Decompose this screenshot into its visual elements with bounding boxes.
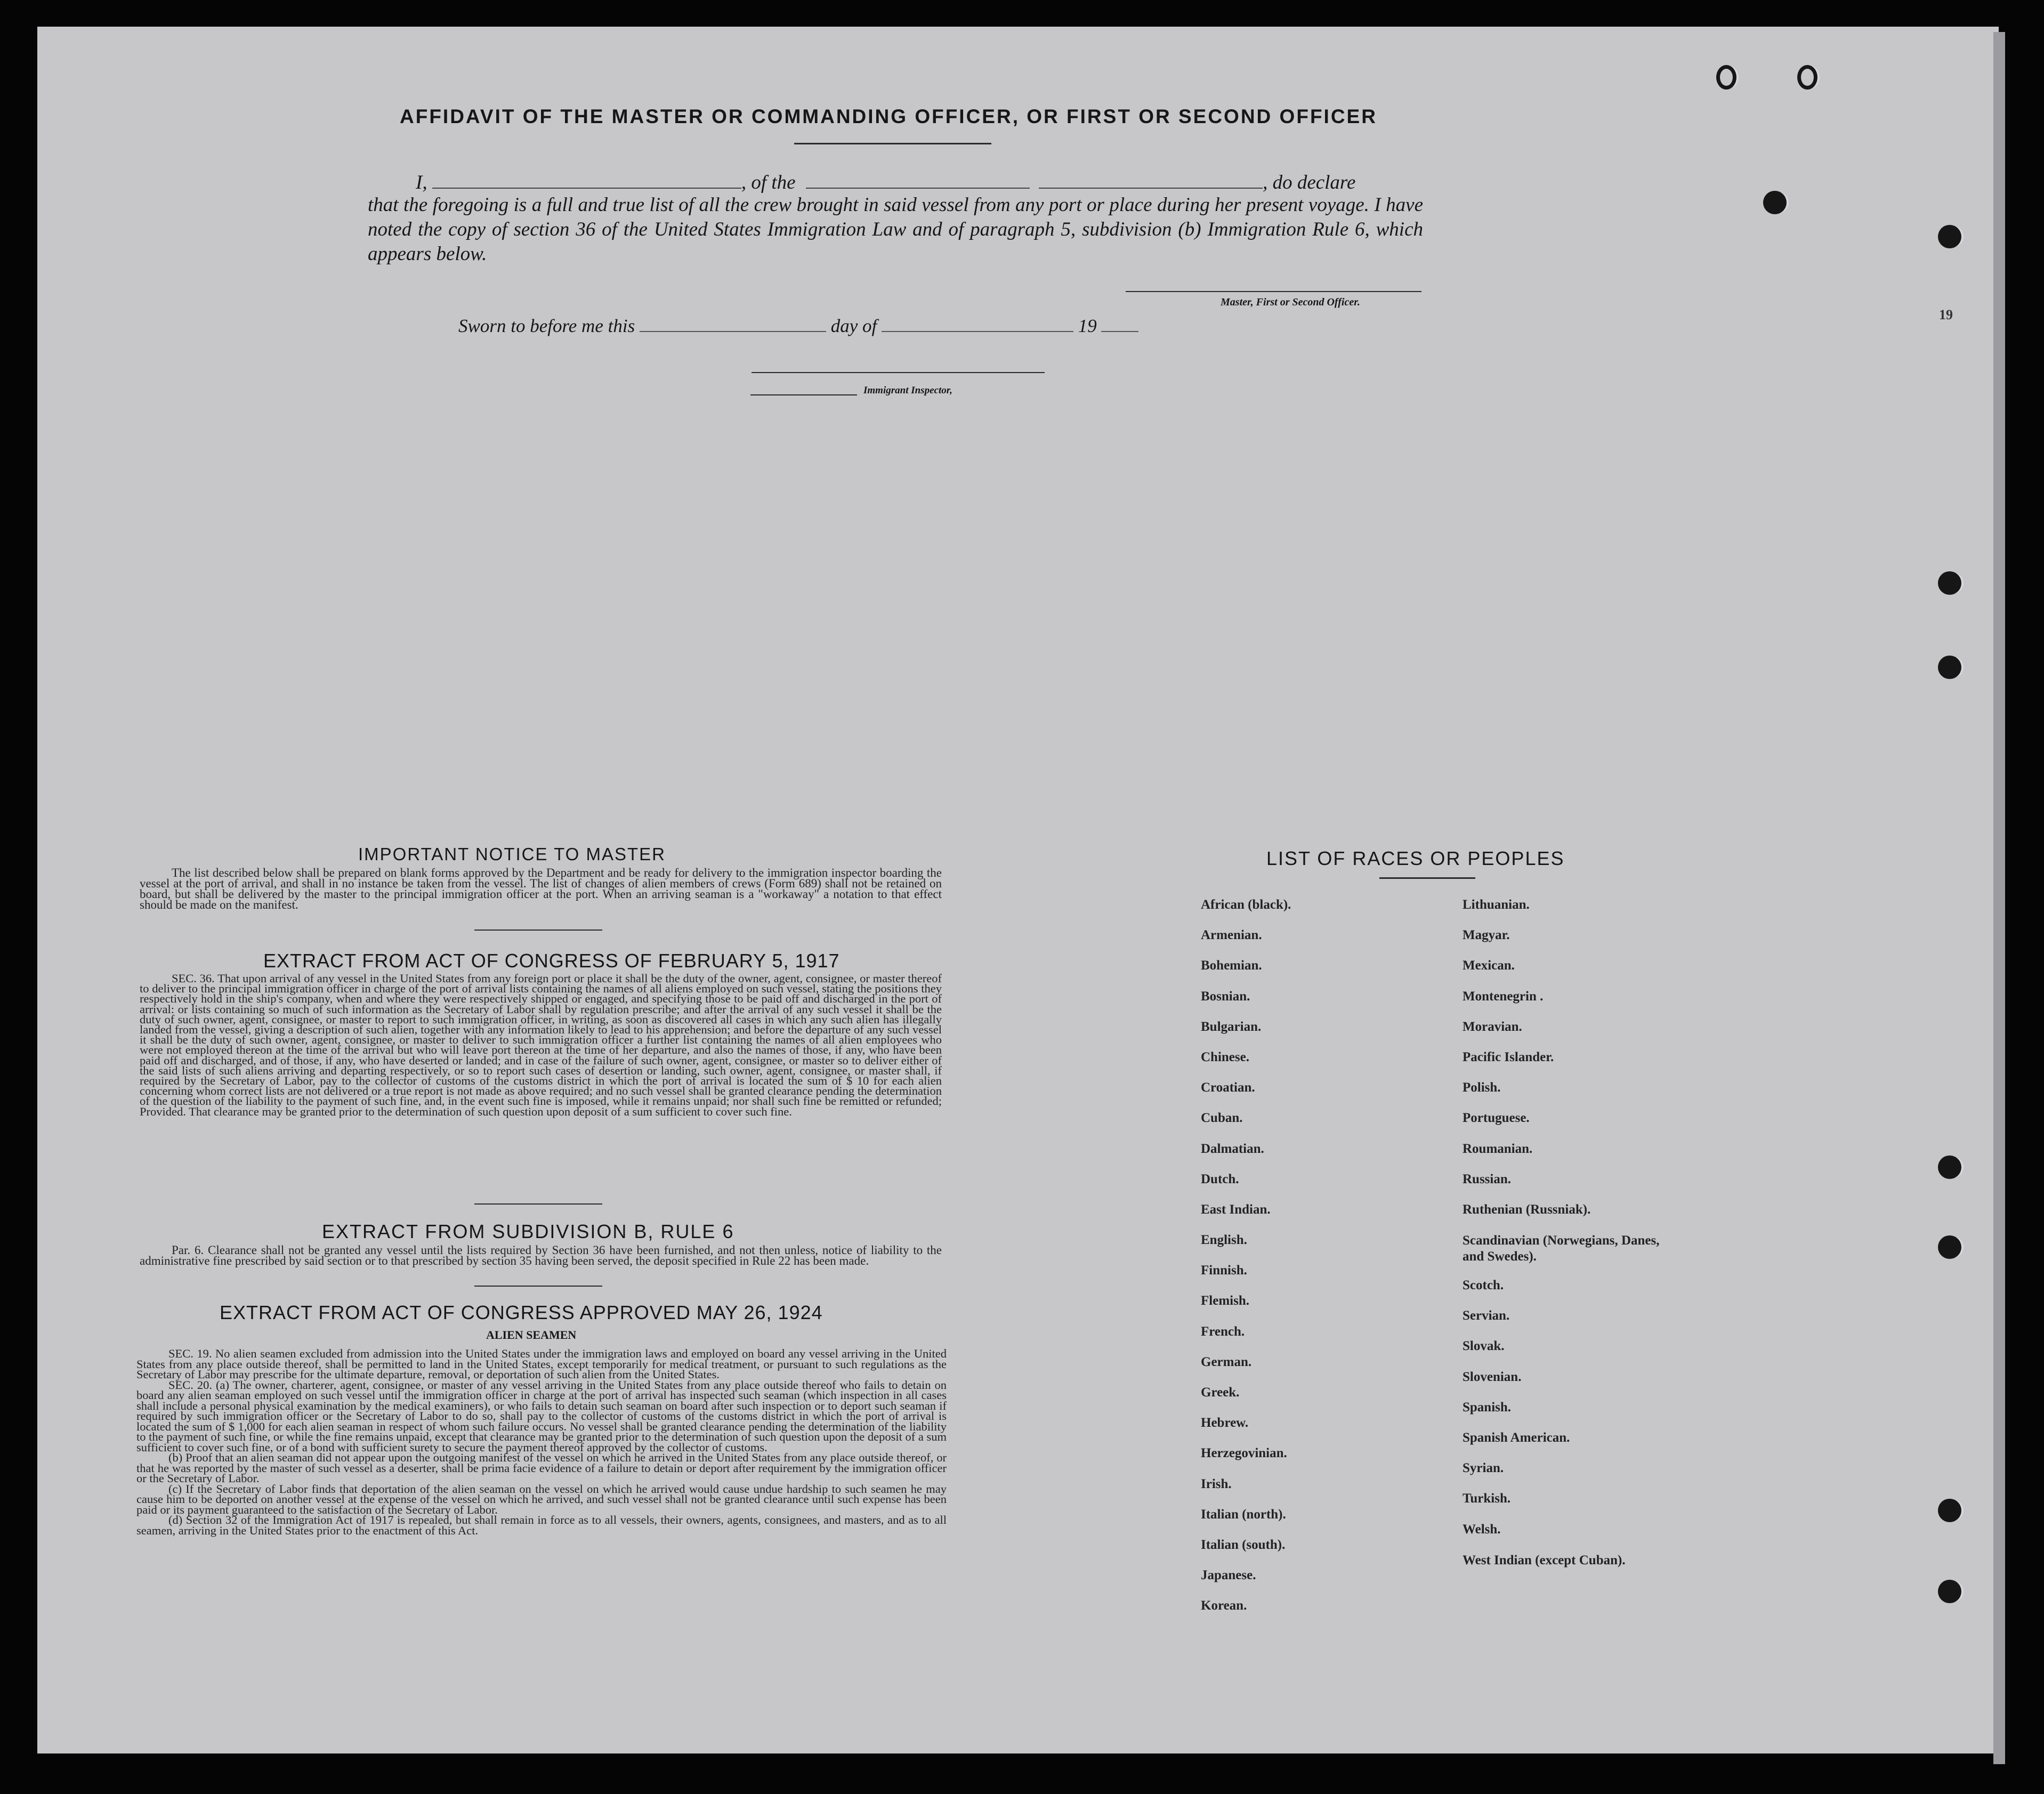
sworn-month-blank[interactable] (882, 317, 1073, 332)
race-item: Slovenian. (1463, 1369, 1522, 1384)
race-item: Flemish. (1201, 1294, 1249, 1308)
race-item: Lithuanian. (1463, 898, 1530, 912)
races-list-left (1201, 898, 1291, 1629)
notice-title: IMPORTANT NOTICE TO MASTER (358, 844, 666, 864)
race-item: African (black). (1201, 898, 1291, 912)
sworn-day-blank[interactable] (640, 317, 826, 332)
binder-hole-icon (1938, 1580, 1961, 1603)
race-item: Magyar. (1463, 928, 1510, 943)
sec-20b-paragraph: (b) Proof that an alien seaman did not appear upon the outgoing manifest of the vessel on which he arrived in the United States from any place outside thereof, or that he was reported by the master of such vessel as a deserter, shall be prima facie evidence of a failure to detain or deport after requirement by the immigration officer or the Secretary of Labor. (136, 1451, 947, 1485)
race-item: Ruthenian (Russniak). (1463, 1202, 1591, 1217)
race-item: Scotch. (1463, 1278, 1504, 1293)
race-item: Greek. (1201, 1385, 1240, 1400)
vessel-blank-2[interactable] (1039, 172, 1263, 189)
race-item: Dutch. (1201, 1171, 1239, 1186)
race-item: Croatian. (1201, 1080, 1255, 1095)
race-item: Armenian. (1201, 928, 1262, 943)
race-item: Dalmatian. (1201, 1141, 1264, 1156)
sworn-year: 19 (1078, 316, 1097, 336)
race-item: Moravian. (1463, 1019, 1522, 1034)
inspector-line-1[interactable] (752, 372, 1045, 373)
races-title: LIST OF RACES OR PEOPLES (1266, 847, 1565, 869)
margin-stamp: 19 (1939, 307, 1953, 322)
binder-hole-icon (1938, 571, 1961, 595)
race-item: Roumanian. (1463, 1141, 1533, 1156)
race-item: Scandinavian (Norwegians, Danes, and Swedes). (1463, 1233, 1660, 1264)
affidavit-declaration (368, 171, 1423, 195)
race-item: Bulgarian. (1201, 1019, 1262, 1034)
name-blank[interactable] (432, 172, 741, 189)
section-divider (474, 1203, 602, 1205)
extract-1924-title: EXTRACT FROM ACT OF CONGRESS APPROVED MAY 26, 1924 (220, 1302, 823, 1323)
sec-20c-paragraph: (c) If the Secretary of Labor finds that deportation of the alien seaman on the vessel on which he arrived would cause undue hardship to such seamen he may cause him to be deported on another vessel at the expense of the vessel on which he arrived, and such vessel shall not be granted clearance until such expense has been paid or its payment guaranteed to the satisfaction of the Secretary of Labor. (136, 1482, 947, 1516)
notice-paragraph: The list described below shall be prepared on blank forms approved by the Department and be ready for delivery to the immigration inspector boarding the vessel at the port of arrival, and shall in no instance be taken from the vessel. The list of changes of alien members of crews (Form 689) shall not be retained on board, but shall be delivered by the master to the principal immigration officer at the port. When an arriving seaman is a "workaway" a notation to that effect should be made on the manifest. (140, 866, 942, 911)
race-item: Pacific Islander. (1463, 1049, 1554, 1064)
race-item: Spanish. (1463, 1400, 1512, 1415)
vessel-blank-1[interactable] (806, 172, 1030, 189)
race-item: Chinese. (1201, 1049, 1249, 1064)
extract-1924-subtitle: ALIEN SEAMEN (486, 1328, 577, 1342)
sworn-day-label: day of (830, 316, 877, 336)
race-item: Hebrew. (1201, 1416, 1249, 1431)
binder-hole-icon (1938, 1235, 1961, 1259)
race-item: Servian. (1463, 1308, 1510, 1323)
race-item: Cuban. (1201, 1111, 1243, 1126)
race-item: Bohemian. (1201, 958, 1262, 973)
race-item: Welsh. (1463, 1522, 1501, 1537)
inspector-caption: Immigrant Inspector, (863, 385, 952, 396)
notice-text (140, 868, 942, 910)
race-item: East Indian. (1201, 1202, 1271, 1217)
binder-hole-icon (1716, 65, 1736, 90)
sec-19-paragraph: SEC. 19. No alien seamen excluded from admission into the United States under the immigration laws and employed on board any vessel arriving in the United States from any place outside thereof, shall be permitted to land in the United States, except temporarily for medical treatment, or pursuant to such regulations as the Secretary of Labor may prescribe for the ultimate departure, removal, or deportation of such alien from the United States. (136, 1347, 947, 1381)
race-item: Polish. (1463, 1080, 1501, 1095)
race-item: Korean. (1201, 1598, 1247, 1613)
sworn-line (458, 316, 1138, 337)
extract-rule6-title: EXTRACT FROM SUBDIVISION B, RULE 6 (322, 1221, 734, 1242)
race-item: Herzegovinian. (1201, 1446, 1287, 1461)
races-title-underline (1379, 877, 1475, 879)
binder-hole-icon (1938, 1155, 1961, 1179)
declaration-of: , of the (741, 172, 796, 193)
affidavit-title: AFFIDAVIT OF THE MASTER OR COMMANDING OFFICER, OR FIRST OR SECOND OFFICER (400, 106, 1377, 127)
signature-line[interactable] (1126, 291, 1421, 292)
extract-1924-text (136, 1348, 947, 1536)
title-underline (794, 143, 991, 144)
section-36-paragraph: SEC. 36. That upon arrival of any vessel in the United States from any foreign port or place it shall be the duty of the owner, agent, consignee, or master thereof to deliver to the principal immigration officer in charge of the port of arrival lists containing the names of all aliens employed on such vessel, stating the positions they respectively hold in the ship's company, when and where they were respectively shipped or engaged, and specifying those to be paid off and discharged in the port of arrival: or lists containing so much of such information as the Secretary of Labor shall by regulation prescribe; and after the arrival of any such vessel it shall be the duty of such owner, agent, consignee, or master to report to such immigration officer, in writing, as soon as discovered all cases in which any such alien has illegally landed from the vessel, giving a description of such alien, together with any information likely to lead to his apprehension; and before the departure of any such vessel it shall be the duty of such owner, agent, consignee, or master to deliver to such immigration officer a further list containing the names of all alien employees who were not employed thereon at the time of the arrival but who will leave port thereon at the time of her departure, and also the names of those, if any, who have been paid off and discharged, and of those, if any, who have deserted or landed; and in case of the failure of such owner, agent, consignee, or master so to deliver either of the said lists of such aliens arriving and departing respectively, or so to report such cases of desertion or landing, such owner, agent, consignee, or master shall, if required by the Secretary of Labor, pay to the collector of customs of the customs district in which the port of arrival is located the sum of $ 10 for each alien concerning whom correct lists are not delivered or a true report is not made as above required; and no such vessel shall be granted clearance pending the determination of the question of the liability to the payment of such fine, and, in the event such fine is imposed, while it remains unpaid; nor shall such fine be remitted or refunded; Provided. That clearance may be granted prior to the determination of such question upon deposit of a sum sufficient to cover such fine. (140, 972, 942, 1118)
race-item: German. (1201, 1354, 1252, 1369)
sworn-prefix: Sworn to before me this (458, 316, 635, 336)
race-item: Japanese. (1201, 1568, 1256, 1583)
race-item: Mexican. (1463, 958, 1515, 973)
race-item: Portuguese. (1463, 1111, 1530, 1126)
race-item: Montenegrin . (1463, 989, 1544, 1004)
race-item: West Indian (except Cuban). (1463, 1553, 1626, 1567)
sec-20a-paragraph: SEC. 20. (a) The owner, charterer, agent, consignee, or master of any vessel arriving in the United States from any place outside thereof who fails to detain on board any alien seaman employed on such vessel until the immigration officer in charge at the port of arrival has inspected such seaman (which inspection in all cases shall include a personal physical examination by the medical examiners), or who fails to detain such seaman on board after such inspection or to deport such seaman if required by such immigration officer or the Secretary of Labor to do so, shall pay to the collector of customs of the customs district in which the port of arrival is located the sum of $ 1,000 for each alien seaman in respect of whom such failure occurs. No vessel shall be granted clearance pending the determination of the liability to the payment of such fine, or while the fine remains unpaid, except that clearance may be granted prior to the determination of such question upon the deposit of a sum sufficient to cover such fine, or of a bond with sufficient surety to secure the payment thereof approved by the collector of customs. (136, 1378, 947, 1454)
binder-hole-icon (1938, 225, 1961, 248)
binder-hole-icon (1938, 656, 1961, 679)
race-item: French. (1201, 1324, 1245, 1339)
race-item: Finnish. (1201, 1263, 1247, 1278)
sec-20d-paragraph: (d) Section 32 of the Immigration Act of 1917 is repealed, but shall remain in force as to all vessels, their owners, agents, consignees, and masters, and as to all seamen, arriving in the United States prior to the enactment of this Act. (136, 1513, 947, 1537)
races-list-right (1463, 898, 1660, 1598)
rule6-paragraph: Par. 6. Clearance shall not be granted any vessel until the lists required by Section 36 have been furnished, and not then unless, notice of liability to the administrative fine prescribed by said section or to that prescribed by section 35 having been served, the deposit specified in Rule 22 has been made. (140, 1243, 942, 1267)
page-edge (1993, 32, 2005, 1764)
race-item: English. (1201, 1233, 1247, 1248)
race-item: Italian (south). (1201, 1537, 1286, 1552)
sworn-year-blank[interactable] (1101, 317, 1138, 332)
declaration-i: I, (416, 172, 427, 193)
declaration-end: , do declare (1263, 172, 1356, 193)
extract-rule6-text (140, 1245, 942, 1266)
race-item: Italian (north). (1201, 1507, 1286, 1522)
binder-hole-icon (1763, 191, 1787, 214)
race-item: Bosnian. (1201, 989, 1250, 1004)
extract-1917-text (140, 973, 942, 1117)
binder-hole-icon (1938, 1499, 1961, 1522)
affidavit-body: that the foregoing is a full and true list of all the crew brought in said vessel from any port or place during her present voyage. I have noted the copy of section 36 of the United States Immigration Law and of paragraph 5, subdivision (b) Immigration Rule 6, which appears below. (368, 194, 1423, 265)
race-item: Spanish American. (1463, 1431, 1570, 1445)
race-item: Syrian. (1463, 1461, 1504, 1476)
section-divider (474, 930, 602, 931)
race-item: Russian. (1463, 1171, 1512, 1186)
race-item: Turkish. (1463, 1491, 1511, 1506)
inspector-line-2[interactable] (750, 394, 857, 395)
binder-hole-icon (1797, 65, 1817, 90)
extract-1917-title: EXTRACT FROM ACT OF CONGRESS OF FEBRUARY 5, 1917 (263, 950, 840, 972)
section-divider (474, 1286, 602, 1287)
race-item: Slovak. (1463, 1339, 1505, 1354)
signature-caption: Master, First or Second Officer. (1221, 296, 1360, 308)
race-item: Irish. (1201, 1476, 1232, 1491)
